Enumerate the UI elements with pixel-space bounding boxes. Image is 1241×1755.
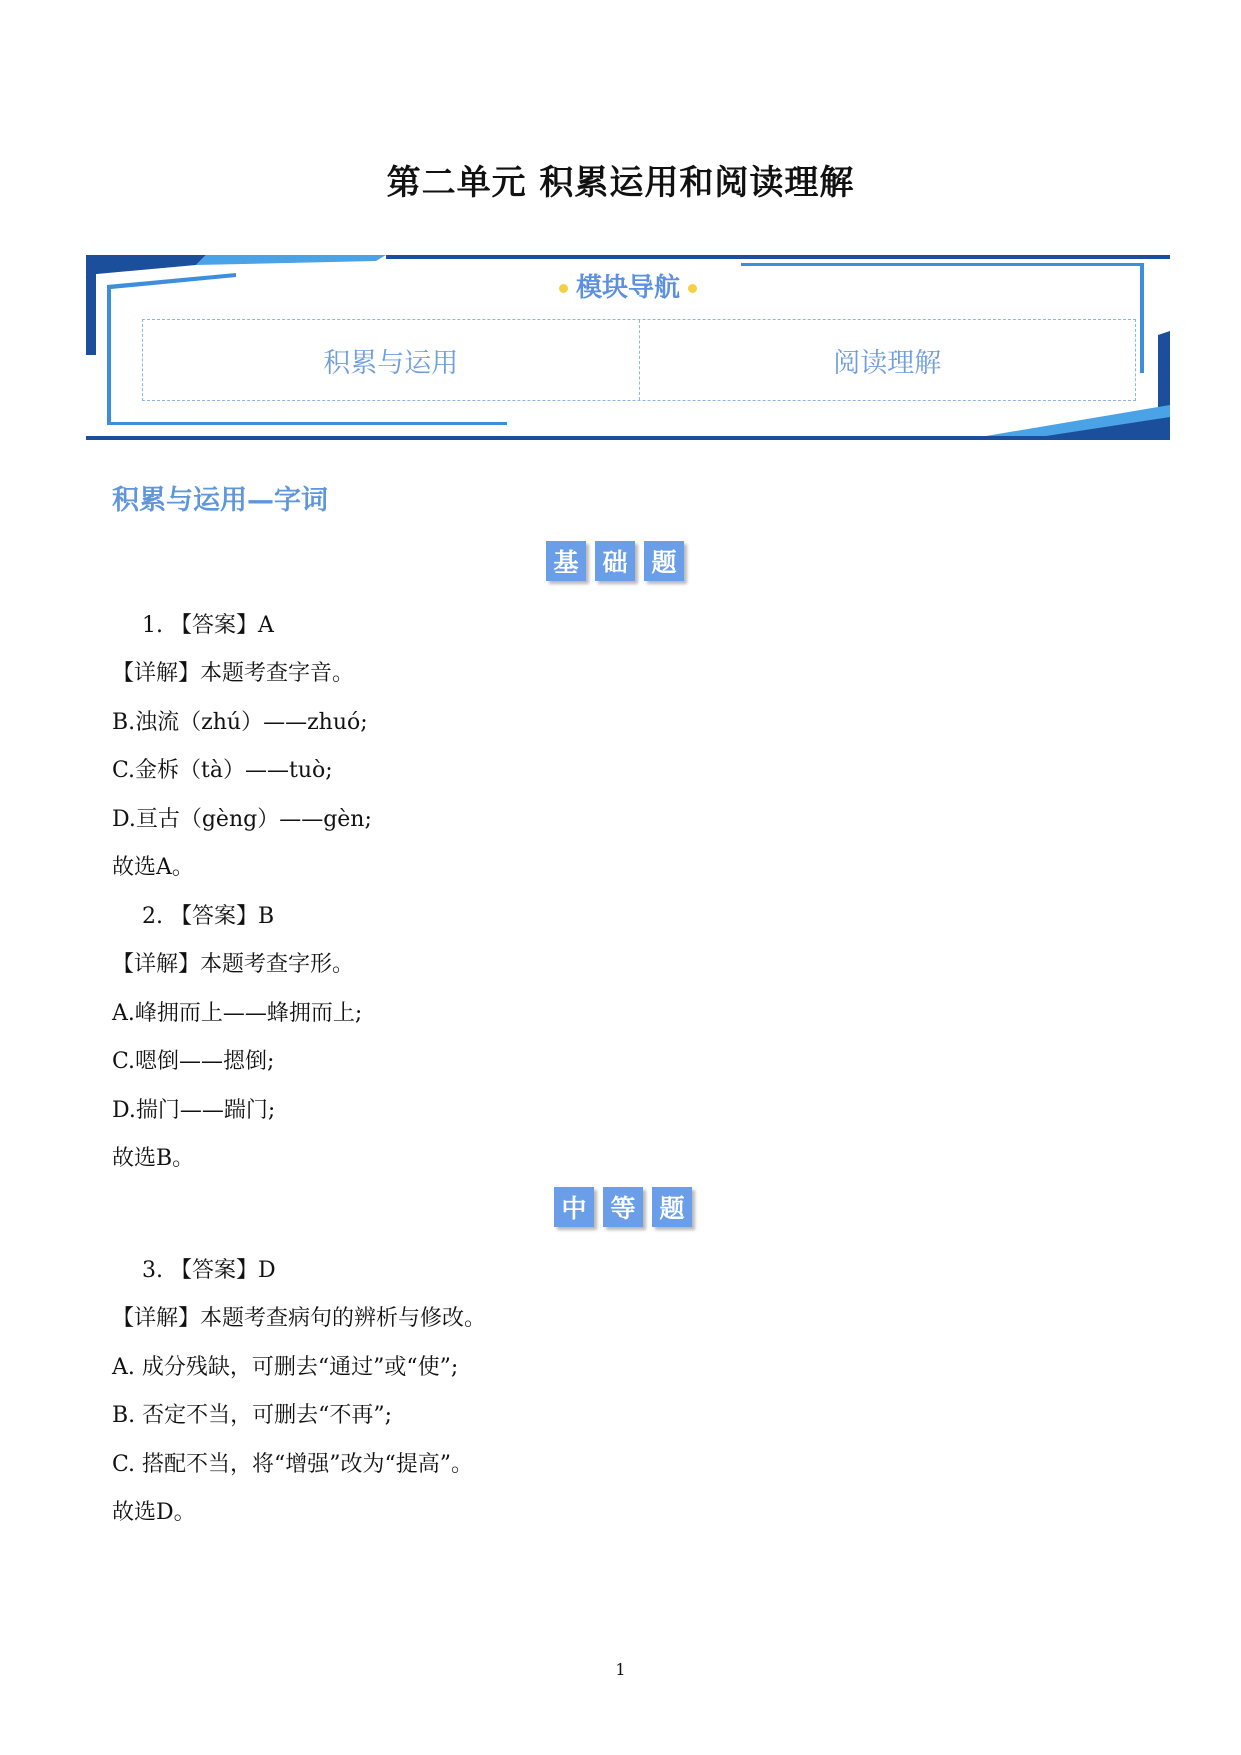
page-number: 1 [615,1660,626,1679]
explanation-2: 【详解】本题考查字形。 [112,952,355,977]
conclusion-2: 故选B。 [112,1146,195,1171]
explanation-3-c: C. 搭配不当，将“增强”改为“提高”。 [112,1452,474,1477]
explanation-1: 【详解】本题考查字音。 [112,661,355,686]
nav-heading-text: 模块导航 [575,273,680,303]
badge-char: 础 [595,541,635,581]
conclusion-3: 故选D。 [112,1500,196,1525]
badge-char: 基 [546,541,586,581]
explanation-3: 【详解】本题考查病句的辨析与修改。 [112,1306,487,1331]
badge-char: 题 [644,541,684,581]
explanation-3-a: A. 成分残缺，可删去“通过”或“使”; [112,1355,459,1380]
medium-level-badge [554,1187,692,1227]
module-navigation-banner [86,255,1170,440]
badge-char: 等 [603,1187,643,1227]
explanation-3-b: B. 否定不当，可删去“不再”; [112,1403,393,1428]
conclusion-1: 故选A。 [112,855,194,880]
explanation-1-b: B.浊流（zhú）——zhuó; [112,710,368,735]
document-title: 第二单元 积累运用和阅读理解 [386,163,855,203]
explanation-1-d: D.亘古（gèng）——gèn; [112,807,372,832]
nav-grid [142,319,1136,401]
yellow-dot-icon [688,284,697,293]
explanation-2-d: D.揣门——踹门; [112,1098,276,1123]
explanation-1-c: C.金柝（tà）——tuò; [112,758,333,783]
section-heading: 积累与运用—字词 [112,485,328,516]
answer-2: 2. 【答案】B [142,904,275,929]
nav-heading [86,267,1170,304]
answer-1: 1. 【答案】A [142,613,274,638]
nav-item-reading[interactable]: 阅读理解 [639,320,1136,400]
badge-char: 中 [554,1187,594,1227]
answer-3: 3. 【答案】D [142,1258,276,1283]
badge-char: 题 [652,1187,692,1227]
nav-item-accumulation[interactable]: 积累与运用 [323,347,459,379]
explanation-2-c: C.嗯倒——摁倒; [112,1049,275,1074]
explanation-2-a: A.峰拥而上——蜂拥而上; [112,1001,363,1026]
yellow-dot-icon [559,284,568,293]
basic-level-badge [546,541,684,581]
